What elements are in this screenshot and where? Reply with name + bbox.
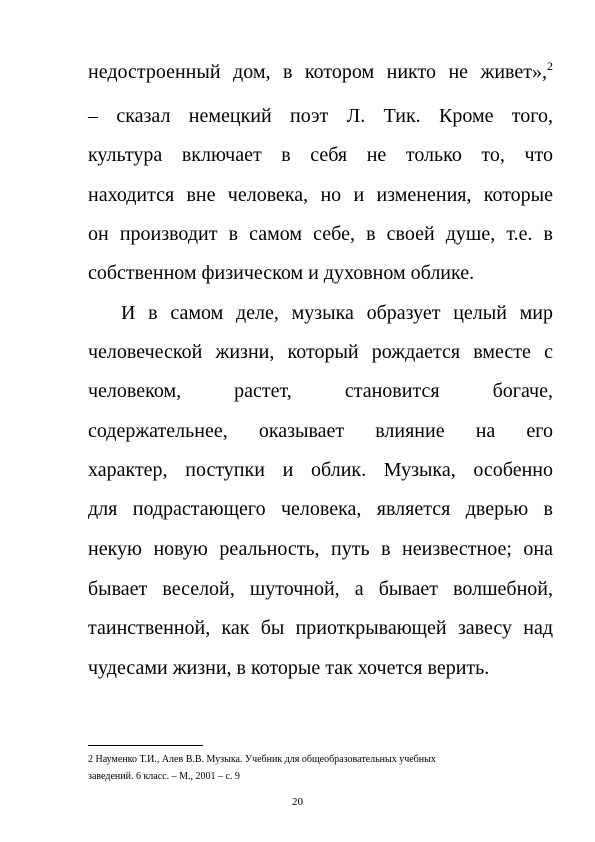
footnote-line-2: заведений. 6 класс. – М., 2001 – с. 9: [88, 771, 240, 782]
page-number: 20: [292, 796, 303, 808]
body-line-9: человеком, растет, становится богаче,: [88, 380, 553, 402]
body-line-10: содержательнее, оказывает влияние на его: [88, 420, 553, 442]
body-line-16: чудесами жизни, в которые так хочется верить.: [88, 657, 490, 679]
body-line-11: характер, поступки и облик. Музыка, особенно: [88, 459, 553, 481]
footnote-reference[interactable]: 2: [547, 59, 553, 73]
body-line-8: человеческой жизни, который рождается вместе с: [88, 341, 553, 363]
body-line-7: И в самом деле, музыка образует целый мир: [121, 302, 553, 324]
body-line-4: находится вне человека, но и изменения, которые: [88, 184, 553, 206]
body-line-13: некую новую реальность, путь в неизвестное; она: [88, 538, 553, 560]
footnote-separator: [88, 745, 203, 746]
body-line-3: культура включает в себя не только то, что: [88, 144, 553, 166]
body-line-2: – сказал немецкий поэт Л. Тик. Кроме того,: [88, 105, 553, 127]
body-line-12: для подрастающего человека, является дверью в: [88, 498, 553, 520]
footnote-line-1: 2 Науменко Т.И., Алев В.В. Музыка. Учебник для общеобразовательных учебных: [88, 754, 436, 765]
body-line-1: недостроенный дом, в котором никто не живет»,$^2$: [88, 59, 553, 83]
body-line-14: бывает веселой, шуточной, а бывает волшебной,: [88, 578, 553, 600]
body-line-6: собственном физическом и духовном облике.: [88, 262, 475, 284]
body-line-15: таинственной, как бы приоткрывающей завесу над: [88, 617, 553, 639]
body-line-5: он производит в самом себе, в своей душе, т.е. в: [88, 223, 553, 245]
